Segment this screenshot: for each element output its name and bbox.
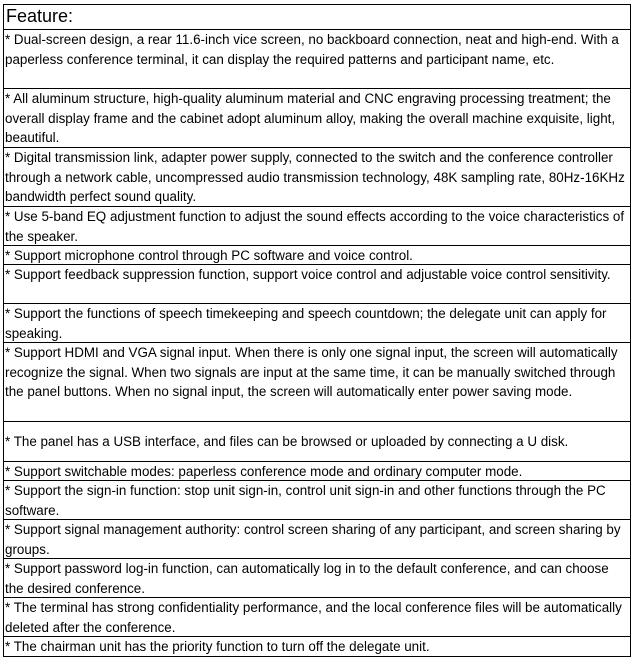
feature-row-chairman-priority: * The chairman unit has the priority function to turn off the delegate unit. — [5, 639, 430, 654]
feature-row-sign-in-function: * Support the sign-in function: stop unit sign-in, control unit sign-in and other functions through the PC software. — [4, 481, 630, 520]
feature-row-dual-screen: * Dual-screen design, a rear 11.6-inch vice screen, no backboard connection, neat and high-end. With a paperless conference terminal, it can display the required patterns and participant name, etc. — [4, 30, 630, 89]
feature-row-password-login: * Support password log-in function, can automatically log in to the default conference, and can choose the desired conference. — [4, 559, 630, 598]
feature-row-confidentiality: * The terminal has strong confidentiality performance, and the local conference files will be automatically deleted after the conference. — [4, 598, 630, 637]
feature-row-aluminum-structure: * All aluminum structure, high-quality aluminum material and CNC engraving processing treatment; the overall display frame and the cabinet adopt aluminum alloy, making the overall machine exquisite, light, beautiful. — [4, 89, 630, 148]
feature-row-signal-management: * Support signal management authority: control screen sharing of any participant, and screen sharing by groups. — [4, 520, 630, 559]
feature-row-eq-adjustment: * Use 5-band EQ adjustment function to adjust the sound effects according to the voice characteristics of the speaker. — [4, 207, 630, 246]
feature-row-digital-transmission: * Digital transmission link, adapter power supply, connected to the switch and the conference controller through a network cable, uncompressed audio transmission technology, 48K sampling rate, 80Hz-16KHz bandwidth perfect sound quality. — [4, 148, 630, 207]
feature-title: Feature: — [4, 5, 630, 30]
feature-row-hdmi-vga-input: * Support HDMI and VGA signal input. When there is only one signal input, the screen will automatically recognize the signal. When two signals are input at the same time, it can be manually switched through the panel buttons. When no signal input, the screen will automatically enter power saving mode. — [4, 343, 630, 422]
feature-row-microphone-control: * Support microphone control through PC software and voice control. — [4, 246, 630, 265]
feature-row-speech-timekeeping: * Support the functions of speech timekeeping and speech countdown; the delegate unit can apply for speaking. — [4, 304, 630, 343]
feature-row-feedback-suppression: * Support feedback suppression function, support voice control and adjustable voice control sensitivity. — [4, 265, 630, 304]
feature-table — [3, 4, 631, 657]
feature-row-switchable-modes: * Support switchable modes: paperless conference mode and ordinary computer mode. — [4, 462, 630, 481]
feature-row-usb-interface: * The panel has a USB interface, and files can be browsed or uploaded by connecting a U disk. — [4, 422, 630, 462]
